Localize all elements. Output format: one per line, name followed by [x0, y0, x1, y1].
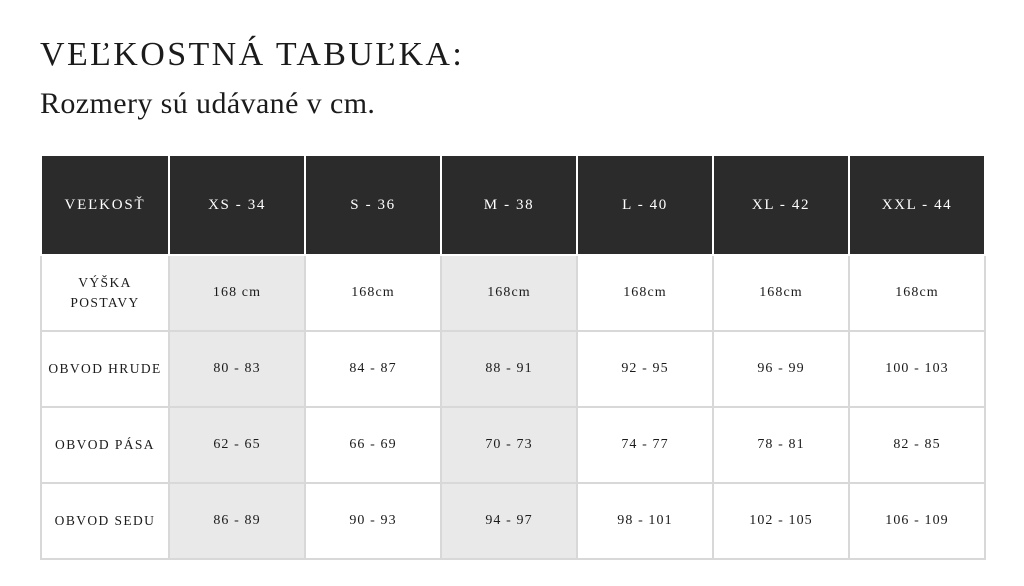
cell-height-xs: 168 cm — [169, 255, 305, 331]
cell-hips-xs: 86 - 89 — [169, 483, 305, 559]
page-title: VEĽKOSTNÁ TABUĽKA: — [40, 36, 465, 73]
row-label-hips: OBVOD SEDU — [41, 483, 169, 559]
cell-waist-xxl: 82 - 85 — [849, 407, 985, 483]
table-row — [41, 331, 985, 407]
cell-waist-l: 74 - 77 — [577, 407, 713, 483]
table-body — [41, 255, 985, 559]
table-row — [41, 483, 985, 559]
cell-waist-xs: 62 - 65 — [169, 407, 305, 483]
row-label-waist: OBVOD PÁSA — [41, 407, 169, 483]
cell-height-xl: 168cm — [713, 255, 849, 331]
table-header — [41, 155, 985, 255]
cell-height-l: 168cm — [577, 255, 713, 331]
cell-chest-xxl: 100 - 103 — [849, 331, 985, 407]
row-label-height: VÝŠKA POSTAVY — [41, 255, 169, 331]
size-chart-table — [40, 154, 986, 560]
column-header-m: M - 38 — [441, 155, 577, 255]
table-row — [41, 407, 985, 483]
cell-waist-s: 66 - 69 — [305, 407, 441, 483]
cell-height-xxl: 168cm — [849, 255, 985, 331]
cell-chest-m: 88 - 91 — [441, 331, 577, 407]
column-header-l: L - 40 — [577, 155, 713, 255]
cell-chest-xs: 80 - 83 — [169, 331, 305, 407]
cell-height-m: 168cm — [441, 255, 577, 331]
column-header-s: S - 36 — [305, 155, 441, 255]
cell-hips-m: 94 - 97 — [441, 483, 577, 559]
column-header-xxl: XXL - 44 — [849, 155, 985, 255]
page-subtitle: Rozmery sú udávané v cm. — [40, 86, 376, 120]
cell-chest-xl: 96 - 99 — [713, 331, 849, 407]
column-header-xl: XL - 42 — [713, 155, 849, 255]
cell-hips-xl: 102 - 105 — [713, 483, 849, 559]
cell-hips-xxl: 106 - 109 — [849, 483, 985, 559]
table-row — [41, 255, 985, 331]
cell-hips-l: 98 - 101 — [577, 483, 713, 559]
cell-waist-m: 70 - 73 — [441, 407, 577, 483]
cell-hips-s: 90 - 93 — [305, 483, 441, 559]
cell-chest-l: 92 - 95 — [577, 331, 713, 407]
row-label-chest: OBVOD HRUDE — [41, 331, 169, 407]
column-header-size: VEĽKOSŤ — [41, 155, 169, 255]
cell-chest-s: 84 - 87 — [305, 331, 441, 407]
column-header-xs: XS - 34 — [169, 155, 305, 255]
cell-height-s: 168cm — [305, 255, 441, 331]
table-header-row — [41, 155, 985, 255]
cell-waist-xl: 78 - 81 — [713, 407, 849, 483]
